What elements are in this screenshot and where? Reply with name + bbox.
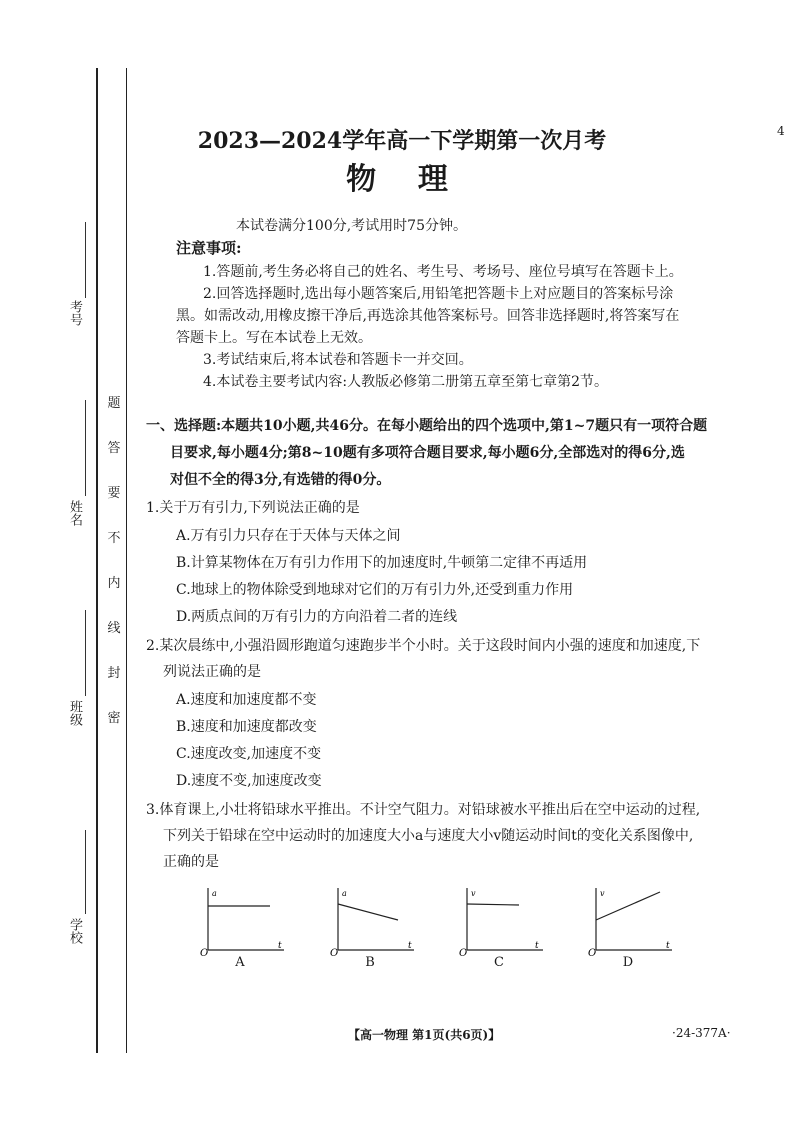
seal-char: 要 (107, 486, 121, 501)
origin-label: O (200, 948, 209, 956)
notice-line: 1.答题前,考生务必将自己的姓名、考生号、考场号、座位号填写在答题卡上。 (203, 264, 683, 280)
field-name-label: 姓名 (67, 500, 82, 526)
graph-letter-c: C (494, 955, 504, 970)
y-axis-label: v (600, 889, 605, 898)
section-heading: 对但不全的得3分,有选错的得0分。 (170, 472, 391, 488)
seal-char: 内 (107, 576, 121, 591)
option-d[interactable]: D.两质点间的万有引力的方向沿着二者的连线 (176, 609, 458, 625)
graph-c[interactable] (457, 884, 547, 956)
exam-title: 2023—2024学年高一下学期第一次月考 (197, 128, 607, 154)
question-stem: 2.某次晨练中,小强沿圆形跑道匀速跑步半个小时。关于这段时间内小强的速度和加速度,下 (146, 638, 701, 654)
x-axis-label: t (408, 941, 412, 951)
option-a[interactable]: A.速度和加速度都不变 (176, 692, 317, 708)
option-b[interactable]: B.速度和加速度都改变 (176, 719, 317, 735)
origin-label: O (588, 948, 597, 956)
option-b[interactable]: B.计算某物体在万有引力作用下的加速度时,牛顿第二定律不再适用 (176, 555, 588, 571)
question-stem: 下列关于铅球在空中运动时的加速度大小a与速度大小v随运动时间t的变化关系图像中, (163, 828, 694, 844)
field-school-line[interactable] (85, 830, 86, 914)
seal-char: 线 (107, 621, 121, 636)
notice-line: 黑。如需改动,用橡皮擦干净后,再选涂其他答案标号。回答非选择题时,将答案写在 (176, 308, 680, 324)
question-stem: 3.体育课上,小壮将铅球水平推出。不计空气阻力。对铅球被水平推出后在空中运动的过程, (146, 802, 701, 818)
notice-line: 3.考试结束后,将本试卷和答题卡一并交回。 (203, 352, 473, 368)
field-school-label: 学校 (67, 918, 82, 944)
notice-line: 4.本试卷主要考试内容:人教版必修第二册第五章至第七章第2节。 (203, 374, 608, 390)
option-a[interactable]: A.万有引力只存在于天体与天体之间 (176, 528, 401, 544)
section-heading: 一、选择题:本题共10小题,共46分。在每小题给出的四个选项中,第1~7题只有一项符合题 (146, 418, 708, 434)
graph-c-plot (457, 884, 547, 956)
graph-letter-b: B (365, 955, 375, 970)
graph-a-plot (198, 884, 288, 956)
option-d[interactable]: D.速度不变,加速度改变 (176, 773, 322, 789)
question-stem: 1.关于万有引力,下列说法正确的是 (146, 500, 360, 516)
y-axis-label: v (471, 889, 476, 898)
field-exam-number-label: 考号 (67, 300, 82, 326)
x-axis-label: t (278, 941, 282, 951)
seal-char: 答 (107, 441, 121, 456)
binding-line-outer (96, 68, 98, 1053)
graph-letter-a: A (235, 955, 245, 970)
seal-char: 题 (107, 396, 121, 411)
x-axis-label: t (666, 941, 670, 951)
option-c[interactable]: C.速度改变,加速度不变 (176, 746, 322, 762)
x-axis-label: t (535, 941, 539, 951)
notice-line: 答题卡上。写在本试卷上无效。 (176, 330, 372, 346)
origin-label: O (330, 948, 339, 956)
footer-page-info: 【高一物理 第1页(共6页)】 (348, 1028, 501, 1042)
seal-char: 不 (107, 531, 121, 546)
footer-code: ·24-377A· (672, 1026, 731, 1040)
exam-info: 本试卷满分100分,考试用时75分钟。 (236, 218, 467, 234)
trend-line (338, 904, 398, 920)
y-axis-label: a (342, 889, 347, 898)
graph-a[interactable] (198, 884, 288, 956)
trend-line (596, 892, 660, 920)
field-class-line[interactable] (85, 610, 86, 696)
field-class-label: 班级 (67, 700, 82, 726)
graph-b-plot (328, 884, 418, 956)
notice-line: 2.回答选择题时,选出每小题答案后,用铅笔把答题卡上对应题目的答案标号涂 (203, 286, 674, 302)
graph-b[interactable] (328, 884, 418, 956)
y-axis-label: a (212, 889, 217, 898)
binding-line-inner (126, 68, 127, 1053)
question-stem: 正确的是 (163, 854, 219, 870)
page-mark: 4 (777, 124, 785, 138)
question-stem: 列说法正确的是 (163, 664, 261, 680)
option-c[interactable]: C.地球上的物体除受到地球对它们的万有引力外,还受到重力作用 (176, 582, 574, 598)
trend-line (467, 904, 519, 905)
graph-d[interactable] (586, 884, 676, 956)
graph-letter-d: D (622, 955, 634, 970)
origin-label: O (459, 948, 468, 956)
seal-char: 封 (107, 666, 121, 681)
field-name-line[interactable] (85, 400, 86, 496)
seal-char: 密 (107, 711, 121, 726)
graph-d-plot (586, 884, 676, 956)
section-heading: 目要求,每小题4分;第8~10题有多项符合题目要求,每小题6分,全部选对的得6分,选 (170, 445, 685, 461)
field-exam-number-line[interactable] (85, 222, 86, 298)
subject-title: 物 理 (346, 162, 448, 197)
notice-title: 注意事项: (176, 239, 242, 257)
